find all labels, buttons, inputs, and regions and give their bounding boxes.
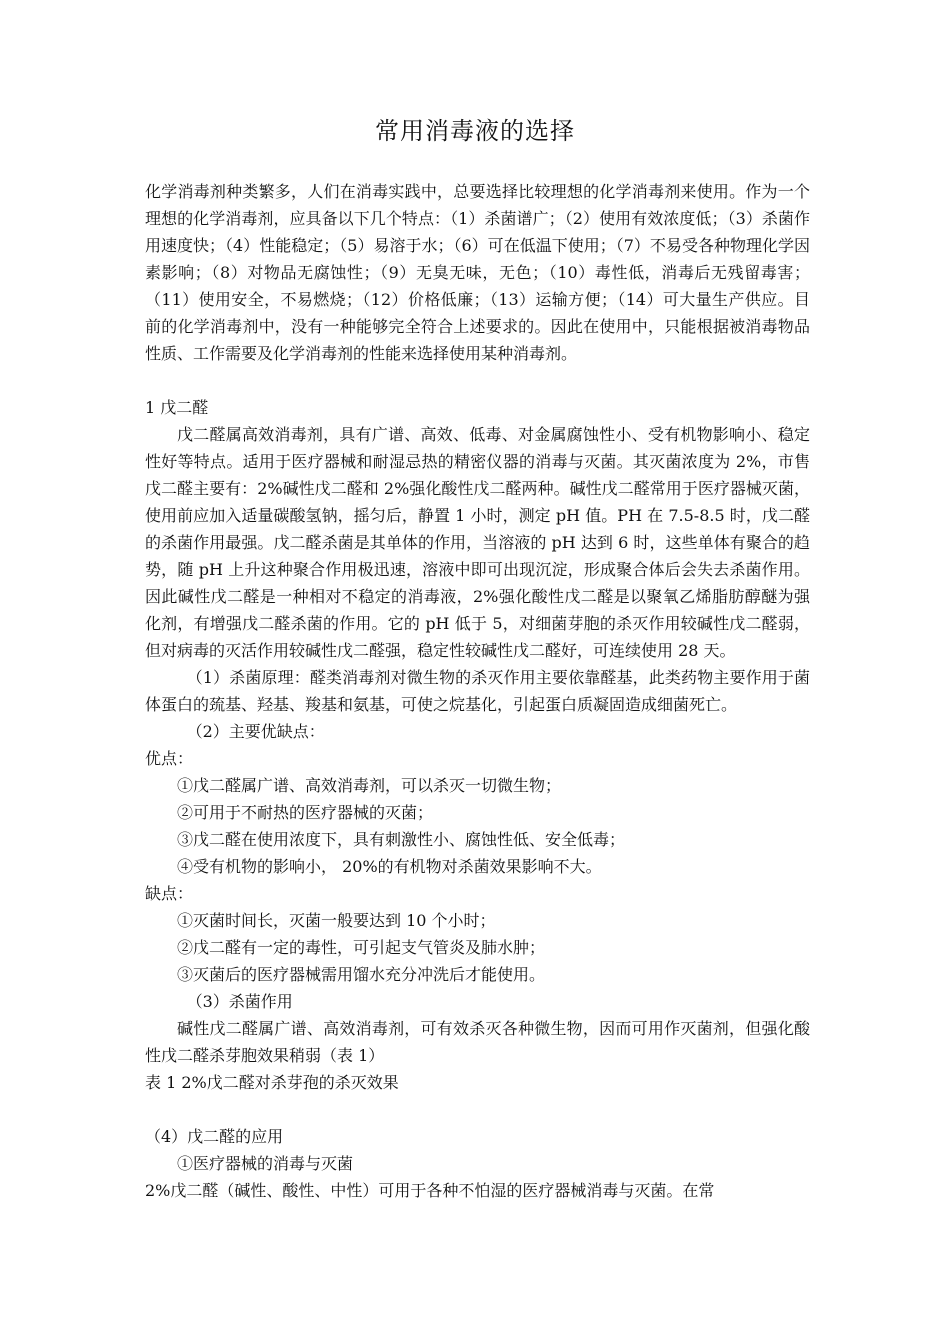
document-body: [145, 178, 810, 1204]
effect-paragraph: 碱性戊二醛属广谱、高效消毒剂，可有效杀灭各种微生物，因而可用作灭菌剂，但强化酸性戊二醛杀芽胞效果稍弱（表 1）: [145, 1019, 810, 1065]
application-paragraph: 2%戊二醛（碱性、酸性、中性）可用于各种不怕湿的医疗器械消毒与灭菌。在常: [145, 1181, 715, 1200]
pros-item: ③戊二醛在使用浓度下，具有刺激性小、腐蚀性低、安全低毒；: [177, 830, 626, 849]
table-caption: 表 1 2%戊二醛对杀芽孢的杀灭效果: [145, 1073, 399, 1092]
cons-label: 缺点：: [145, 884, 194, 903]
cons-item: ③灭菌后的医疗器械需用馏水充分冲洗后才能使用。: [177, 965, 546, 984]
pros-item: ①戊二醛属广谱、高效消毒剂，可以杀灭一切微生物；: [177, 776, 562, 795]
application-heading: （4）戊二醛的应用: [145, 1127, 284, 1146]
pros-item: ②可用于不耐热的医疗器械的灭菌；: [177, 803, 434, 822]
effect-heading: （3）杀菌作用: [186, 992, 293, 1011]
pros-cons-heading: （2）主要优缺点：: [186, 722, 325, 741]
application-subheading: ①医疗器械的消毒与灭菌: [177, 1154, 354, 1173]
paragraph-gap: [145, 367, 810, 394]
page-title: 常用消毒液的选择: [375, 117, 575, 145]
cons-item: ②戊二醛有一定的毒性，可引起支气管炎及肺水肿；: [177, 938, 546, 957]
principle-paragraph: （1）杀菌原理：醛类消毒剂对微生物的杀灭作用主要依靠醛基，此类药物主要作用于菌体蛋白的巯基、羟基、羧基和氨基，可使之烷基化，引起蛋白质凝固造成细菌死亡。: [145, 668, 810, 714]
pros-item: ④受有机物的影响小， 20%的有机物对杀菌效果影响不大。: [177, 857, 602, 876]
section-paragraph: 戊二醛属高效消毒剂，具有广谱、高效、低毒、对金属腐蚀性小、受有机物影响小、稳定性好等特点。适用于医疗器械和耐湿忌热的精密仪器的消毒与灭菌。其灭菌浓度为 2%，市售戊二醛主要有：2%碱性戊二醛和 2%强化酸性戊二醛两种。碱性戊二醛常用于医疗器械灭菌，使用前应加入适量碳酸氢钠，摇匀后，静置 1 小时，测定 pH 值。PH 在 7.5-8.5 时，戊二醛的杀菌作用最强。戊二醛杀菌是其单体的作用，当溶液的 pH 达到 6 时，这些单体有聚合的趋势，随 pH 上升这种聚合作用极迅速，溶液中即可出现沉淀，形成聚合体后会失去杀菌作用。因此碱性戊二醛是一种相对不稳定的消毒液，2%强化酸性戊二醛是以聚氧乙烯脂肪醇醚为强化剂，有增强戊二醛杀菌的作用。它的 pH 低于 5，对细菌芽胞的杀灭作用较碱性戊二醛弱，但对病毒的灭活作用较碱性戊二醛强，稳定性较碱性戊二醛好，可连续使用 28 天。: [145, 425, 810, 660]
section-heading: 1 戊二醛: [145, 398, 209, 417]
intro-paragraph: 化学消毒剂种类繁多，人们在消毒实践中，总要选择比较理想的化学消毒剂来使用。作为一个理想的化学消毒剂，应具备以下几个特点：（1）杀菌谱广；（2）使用有效浓度低；（3）杀菌作用速度快；（4）性能稳定；（5）易溶于水；（6）可在低温下使用；（7）不易受各种物理化学因素影响；（8）对物品无腐蚀性；（9）无臭无味，无色；（10）毒性低，消毒后无残留毒害；（11）使用安全，不易燃烧；（12）价格低廉；（13）运输方便；（14）可大量生产供应。目前的化学消毒剂中，没有一种能够完全符合上述要求的。因此在使用中，只能根据被消毒物品性质、工作需要及化学消毒剂的性能来选择使用某种消毒剂。: [145, 182, 810, 363]
pros-label: 优点：: [145, 749, 194, 768]
cons-item: ①灭菌时间长，灭菌一般要达到 10 个小时；: [177, 911, 496, 930]
paragraph-gap: [145, 1096, 810, 1123]
